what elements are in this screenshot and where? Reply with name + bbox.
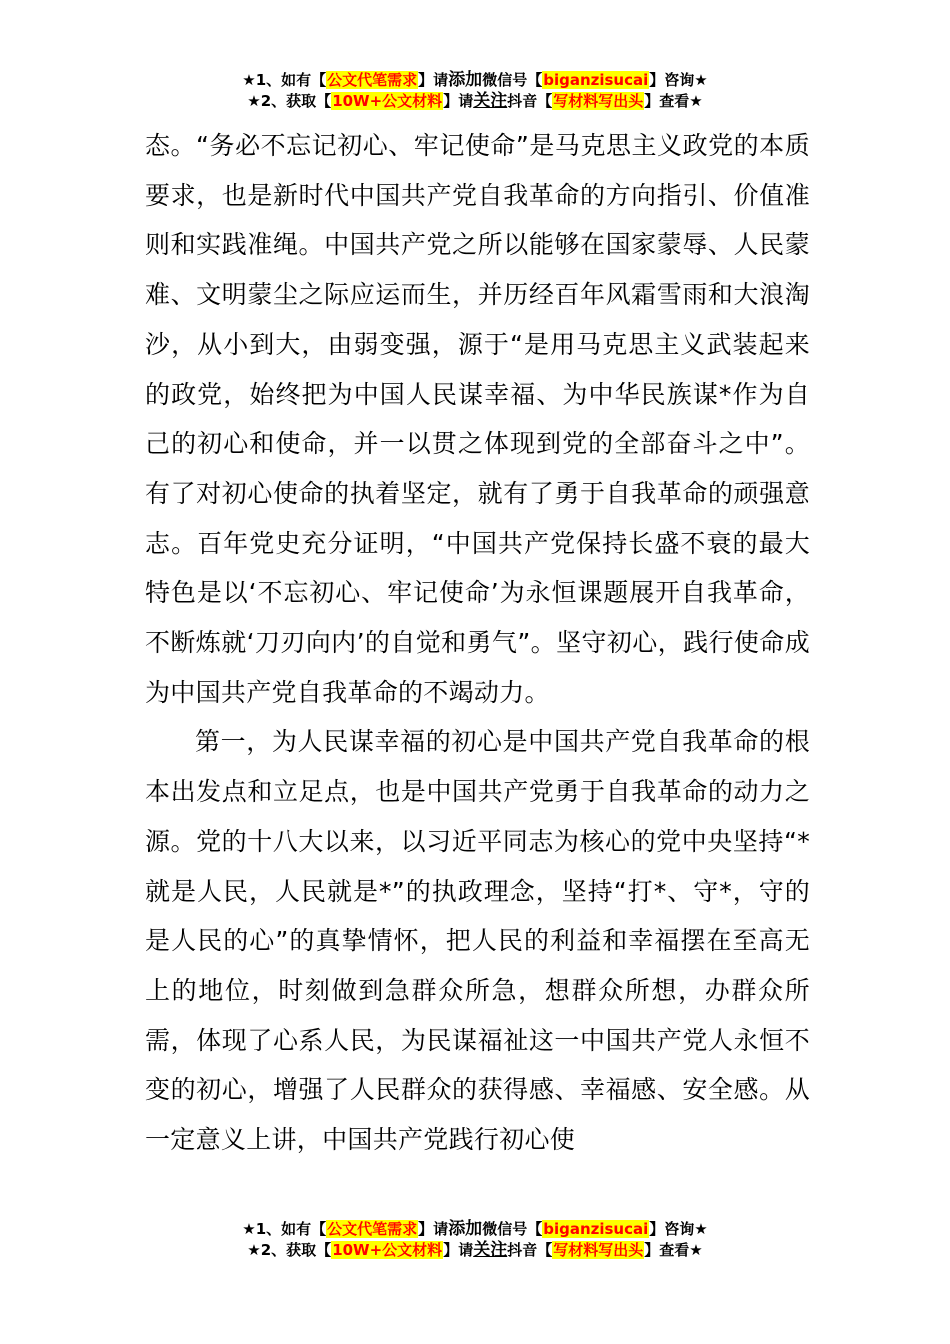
promo-banner-bottom [0,1219,950,1261]
promo-douyin-id: 写材料写出头 [553,92,644,110]
paragraph-first-point: 第一，为人民谋幸福的初心是中国共产党自我革命的根本出发点和立足点，也是中国共产党勇于自我革命的动力之源。党的十八大以来，以习近平同志为核心的党中央坚持“*就是人民，人民就是*”的执政理念，坚持“打*、守*，守的是人民的心”的真挚情怀，把人民的利益和幸福摆在至高无上的地位，时刻做到急群众所急，想群众所想，办群众所需，体现了心系人民，为民谋福祉这一中国共产党人永恒不变的初心，增强了人民群众的获得感、幸福感、安全感。从一定意义上讲，中国共产党践行初心使 [145,727,810,1155]
star-icon: ★ [689,1241,703,1259]
promo-text: 】咨询 [649,71,695,89]
promo-text: 1、如有【 [255,71,327,89]
star-icon: ★ [242,1220,256,1238]
promo-text: 2、获取【 [260,1241,332,1259]
promo-text: 】请 [418,71,449,89]
promo-highlight: 公文代笔需求 [327,71,418,89]
promo-text: 抖音【 [507,92,553,110]
promo-emphasis: 关注 [473,1240,508,1260]
promo-line-1 [0,1219,950,1240]
promo-text: 1、如有【 [255,1220,327,1238]
promo-text: 】请 [443,1241,474,1259]
promo-line-1 [0,70,950,91]
star-icon: ★ [247,1241,261,1259]
promo-text: 】查看 [644,1241,690,1259]
promo-wechat-id: biganzisucai [543,71,649,89]
promo-highlight: 10W+公文材料 [332,92,443,110]
star-icon: ★ [694,1220,708,1238]
promo-wechat-id: biganzisucai [543,1220,649,1238]
promo-highlight: 10W+公文材料 [332,1241,443,1259]
promo-text: 抖音【 [507,1241,553,1259]
promo-text: 】请 [418,1220,449,1238]
promo-text: 微信号【 [482,71,543,89]
promo-text: 微信号【 [482,1220,543,1238]
promo-emphasis: 关注 [473,91,508,111]
promo-emphasis: 添加 [448,1219,483,1239]
promo-text: 】咨询 [649,1220,695,1238]
star-icon: ★ [689,92,703,110]
promo-text: 】查看 [644,92,690,110]
promo-banner-top [0,70,950,112]
promo-text: 】请 [443,92,474,110]
promo-douyin-id: 写材料写出头 [553,1241,644,1259]
document-body [145,121,810,1165]
promo-text: 2、获取【 [260,92,332,110]
promo-highlight: 公文代笔需求 [327,1220,418,1238]
promo-line-2 [0,91,950,112]
star-icon: ★ [247,92,261,110]
promo-line-2 [0,1240,950,1261]
star-icon: ★ [694,71,708,89]
promo-emphasis: 添加 [448,70,483,90]
paragraph-continued: 态。“务必不忘记初心、牢记使命”是马克思主义政党的本质要求，也是新时代中国共产党自我革命的方向指引、价值准则和实践准绳。中国共产党之所以能够在国家蒙辱、人民蒙难、文明蒙尘之际应运而生，并历经百年风霜雪雨和大浪淘沙，从小到大，由弱变强，源于“是用马克思主义武装起来的政党，始终把为中国人民谋幸福、为中华民族谋*作为自己的初心和使命，并一以贯之体现到党的全部奋斗之中”。有了对初心使命的执着坚定，就有了勇于自我革命的顽强意志。百年党史充分证明，“中国共产党保持长盛不衰的最大特色是以‘不忘初心、牢记使命’为永恒课题展开自我革命，不断炼就‘刀刃向内’的自觉和勇气”。坚守初心，践行使命成为中国共产党自我革命的不竭动力。 [145,131,810,707]
star-icon: ★ [242,71,256,89]
